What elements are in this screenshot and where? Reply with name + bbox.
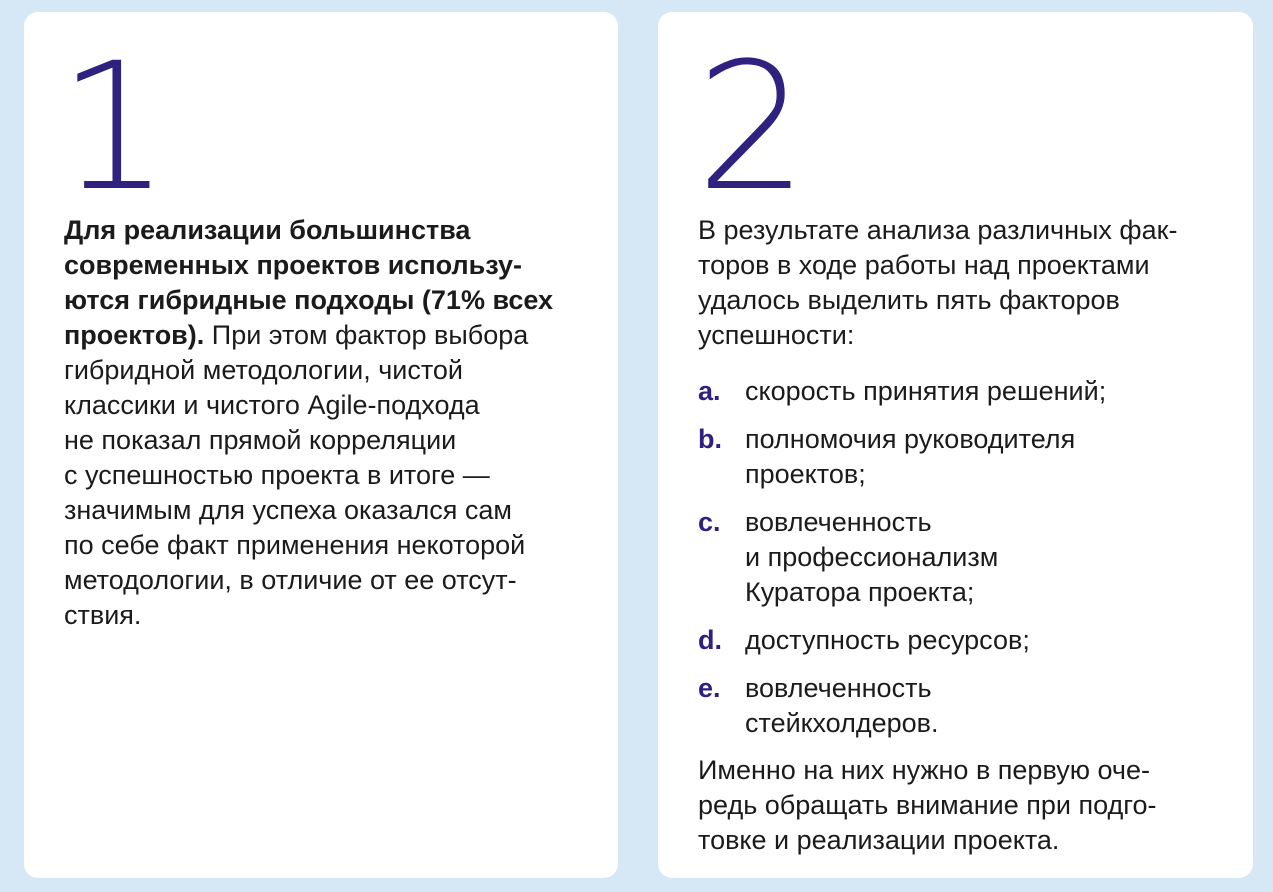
card-2-outro-line: Именно на них нужно в первую оче-: [698, 755, 1150, 785]
card-2-intro-line: успешности:: [698, 320, 855, 350]
card-2-intro-line: В результате анализа различных фак-: [698, 215, 1178, 245]
card-1-line: гибридной методологии, чистой: [64, 355, 464, 385]
factor-line: скорость принятия решений;: [745, 376, 1107, 406]
factor-line: стейкхолдеров.: [745, 708, 939, 738]
card-1-bold-line: современных проектов использу-: [64, 250, 522, 280]
card-1-line: не показал прямой корреляции: [64, 425, 457, 455]
card-1-regular-fragment: При этом фактор выбора: [204, 320, 529, 350]
card-2-intro-line: торов в ходе работы над проектами: [698, 250, 1150, 280]
factor-item-b: [698, 422, 1228, 492]
card-1-line: с успешностью проекта в итоге —: [64, 460, 490, 490]
factor-line: полномочия руководителя: [745, 424, 1076, 454]
factor-text: [745, 505, 1228, 610]
factor-line: вовлеченность: [745, 673, 932, 703]
card-1-line: методологии, в отличие от ее отсут-: [64, 565, 517, 595]
card-2-intro: [698, 213, 1228, 353]
factor-text: [745, 374, 1228, 409]
factor-line: и профессионализм: [745, 542, 999, 572]
factor-item-a: [698, 374, 1228, 409]
factor-line: вовлеченность: [745, 507, 932, 537]
card-1-text: [64, 213, 594, 633]
card-2-intro-line: удалось выделить пять факторов: [698, 285, 1120, 315]
factor-item-d: [698, 623, 1228, 658]
card-1-bold-line: Для реализации большинства: [64, 215, 471, 245]
factor-marker: d.: [698, 625, 722, 655]
card-1-number: 1: [58, 25, 166, 230]
success-factors-list: [698, 374, 1228, 754]
factor-text: [745, 422, 1228, 492]
factor-text: [745, 671, 1228, 741]
factor-text: [745, 623, 1228, 658]
factor-marker: e.: [698, 673, 721, 703]
card-key-finding-2: [658, 12, 1253, 878]
card-2-outro-line: товке и реализации проекта.: [698, 825, 1060, 855]
card-1-line: классики и чистого Agile-подхода: [64, 390, 480, 420]
card-1-bold-fragment: проектов).: [64, 320, 205, 350]
card-2-outro-line: редь обращать внимание при подго-: [698, 790, 1157, 820]
factor-line: проектов;: [745, 459, 866, 489]
factor-marker: a.: [698, 376, 721, 406]
factor-line: Куратора проекта;: [745, 577, 975, 607]
card-1-mixed-line: [64, 318, 594, 353]
card-1-line: по себе факт применения некоторой: [64, 530, 526, 560]
card-2-number: 2: [696, 25, 804, 230]
factor-marker: b.: [698, 424, 722, 454]
card-1-line: ствия.: [64, 600, 142, 630]
card-key-finding-1: [24, 12, 618, 878]
factor-marker: c.: [698, 507, 721, 537]
card-2-outro: [698, 753, 1228, 858]
card-1-line: значимым для успеха оказался сам: [64, 495, 512, 525]
factor-line: доступность ресурсов;: [745, 625, 1030, 655]
factor-item-e: [698, 671, 1228, 741]
factor-item-c: [698, 505, 1228, 610]
card-1-bold-line: ются гибридные подходы (71% всех: [64, 285, 554, 315]
